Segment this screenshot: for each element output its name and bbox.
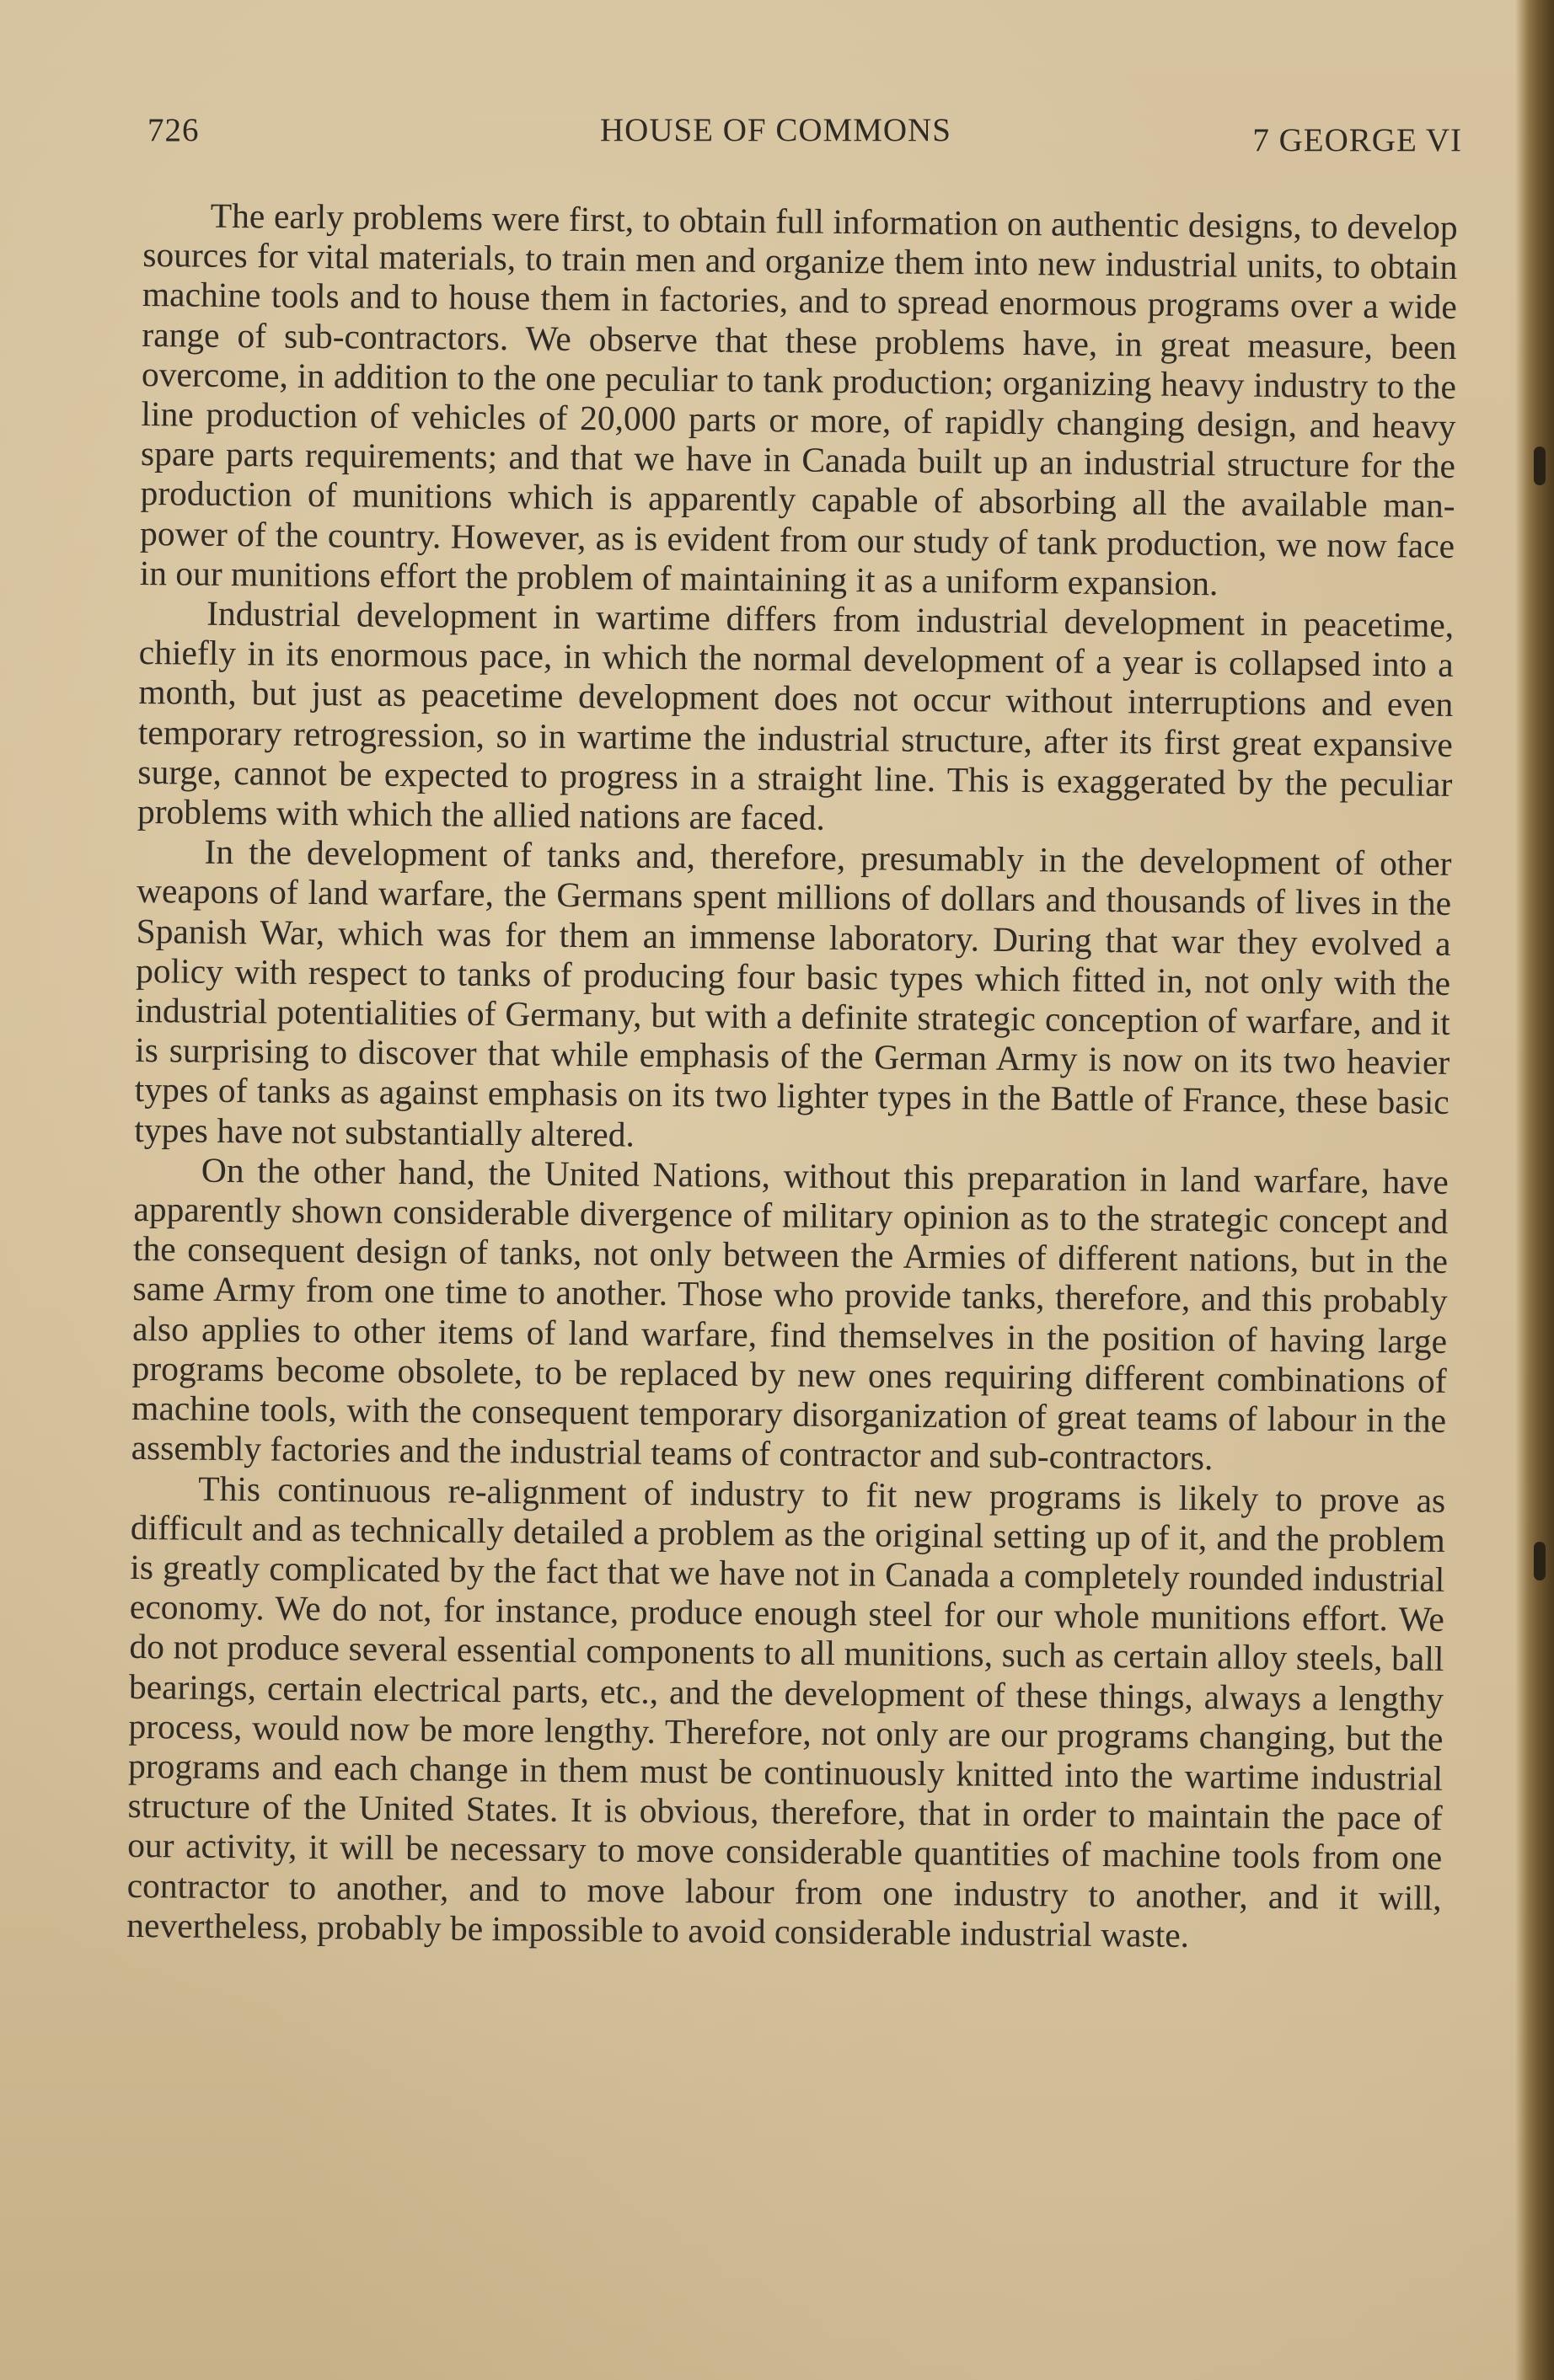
paragraph: On the other hand, the United Nations, without this preparation in land warfare, have apparently shown considerable divergence of military opinion as to the strategic concept and the consequent design of tanks, not only between the Armies of different nations, but in the same Army from one time to another. Those who provide tanks, therefore, and this probably also applies to other items of land warfare, find themselves in the position of having large programs become obsolete, to be replaced by new ones requiring different combinations of machine tools, with the consequent temporary disorganization of great teams of labour in the assembly factories and the industrial teams of contractor and sub-contractors. xyxy=(131,1150,1450,1478)
session-label: 7 GEORGE VI xyxy=(1252,122,1462,158)
paragraph: The early problems were first, to obtain full information on authentic designs, to develop sources for vital materials, to train men and organize them into new industrial units, to obtain machine tools and to house them in factories, and to spread enormous programs over a wide range of sub-contractors. We observe that these problems have, in great measure, been overcome, in addition to the one peculiar to tank production; organizing heavy industry to the line production of vehicles of 20,000 parts or more, of rapidly changing design, and heavy spare parts requirements; and that we have in Canada built up an industrial structure for the production of munitions which is apparently capable of absorbing all the available man-power of the country. However, as is evident from our study of tank production, we now face in our munitions effort the problem of maintaining it as a uniform expansion. xyxy=(139,195,1458,603)
body-text xyxy=(126,195,1458,1958)
paragraph: Industrial development in wartime differs from industrial development in peacetime, chiefly in its enormous pace, in which the normal development of a year is collapsed into a month, but just as peacetime development does not occur without interruptions and even temporary retrogression, so in wartime the industrial structure, after its first great expansive surge, cannot be expected to progress in a straight line. This is exaggerated by the peculiar problems with which the allied nations are faced. xyxy=(137,593,1455,837)
book-spine-edge xyxy=(1515,0,1554,2380)
page-header xyxy=(147,111,1462,162)
page-number: 726 xyxy=(147,112,200,148)
binding-mark xyxy=(1534,447,1546,485)
paragraph: In the development of tanks and, therefore, presumably in the development of other weapons of land warfare, the Germans spent millions of dollars and thousands of lives in the Spanish War, which was for them an immense laboratory. During that war they evolved a policy with respect to tanks of producing four basic types which fitted in, not only with the industrial potentialities of Germany, but with a definite strategic conception of warfare, and it is surprising to discover that while emphasis of the German Army is now on its two heavier types of tanks as against emphasis on its two lighter types in the Battle of France, these basic types have not substantially altered. xyxy=(134,832,1452,1154)
binding-mark xyxy=(1534,1542,1546,1580)
paragraph: This continuous re-alignment of industry to fit new programs is likely to prove as difficult and as technically detailed a problem as the original setting up of it, and the problem is greatly complicated by the fact that we have not in Canada a completely rounded industrial economy. We do not, for instance, produce enough steel for our whole munitions effort. We do not produce several essential components to all munitions, such as certain alloy steels, ball bearings, certain electrical parts, etc., and the development of these things, always a lengthy process, would now be more lengthy. Therefore, not only are our programs changing, but the programs and each change in them must be continuously knitted into the wartime industrial structure of the United States. It is obvious, therefore, that in order to maintain the pace of our activity, it will be necessary to move considerable quantities of machine tools from one contractor to another, and to move labour from one industry to another, and it will, nevertheless, probably be impossible to avoid considerable industrial waste. xyxy=(126,1468,1446,1955)
running-title: HOUSE OF COMMONS xyxy=(600,112,951,148)
